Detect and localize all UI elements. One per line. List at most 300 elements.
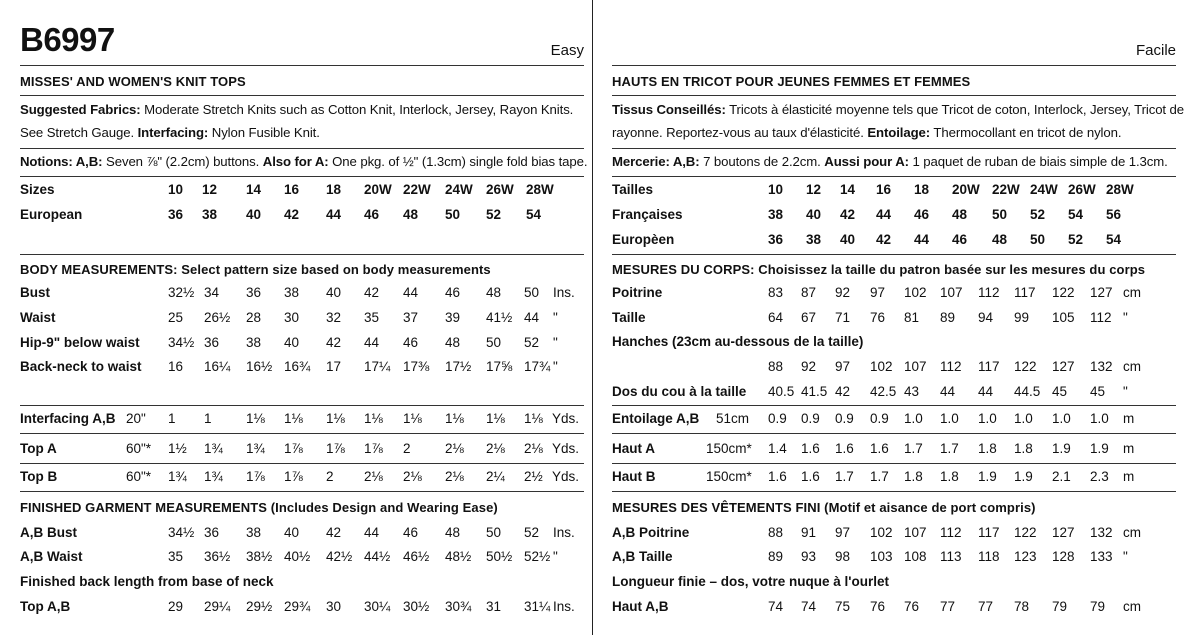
value-cell: 30 <box>284 310 300 325</box>
value-cell: 112 <box>1090 310 1112 325</box>
value-cell: 56 <box>1106 207 1122 222</box>
finished-measurements-header: FINISHED GARMENT MEASUREMENTS (Includes Design and Wearing Ease) <box>20 500 498 515</box>
value-cell: 34½ <box>168 335 195 350</box>
value-cell: 50 <box>445 207 461 222</box>
value-cell: 50 <box>524 285 540 300</box>
value-cell: 112 <box>940 359 962 374</box>
interfacing-text: Thermocollant en tricot de nylon. <box>930 125 1122 140</box>
value-cells <box>20 468 584 486</box>
value-cell: 24W <box>445 182 473 197</box>
value-cell: 64 <box>768 310 784 325</box>
value-cell: 1.6 <box>801 441 820 456</box>
interfacing-text: Nylon Fusible Knit. <box>208 125 320 140</box>
value-cell: 99 <box>1014 310 1030 325</box>
value-cells <box>20 598 584 616</box>
value-cell: 122 <box>1014 359 1037 374</box>
value-cell: 44 <box>403 285 419 300</box>
value-cell: 48 <box>445 525 461 540</box>
value-cell: 52 <box>524 525 540 540</box>
value-cell: 93 <box>801 549 817 564</box>
value-cell: 46 <box>364 207 380 222</box>
value-cells <box>20 309 584 327</box>
value-cell: 1¾ <box>168 469 187 484</box>
value-cell: 132 <box>1090 525 1113 540</box>
notions-line <box>612 153 1176 171</box>
value-cell: 122 <box>1014 525 1037 540</box>
value-cell: 1.0 <box>1052 411 1071 426</box>
value-cell: 94 <box>978 310 994 325</box>
value-cell: 1.8 <box>940 469 959 484</box>
unit-label: Ins. <box>553 525 575 540</box>
back-length-header: Finished back length from base of neck <box>20 574 274 589</box>
rule-line <box>612 491 1176 492</box>
value-cell: 39 <box>445 310 461 325</box>
row-label: Europèen <box>612 232 675 247</box>
value-cell: 29 <box>168 599 184 614</box>
value-cell: 32½ <box>168 285 195 300</box>
value-cell: 74 <box>768 599 784 614</box>
value-cell: 18 <box>326 182 342 197</box>
value-cell: 40 <box>246 207 262 222</box>
unit-label: " <box>553 335 558 350</box>
row-label: Interfacing A,B <box>20 411 116 426</box>
unit-label: Ins. <box>553 285 575 300</box>
value-cell: 98 <box>835 549 851 564</box>
value-cell: 2 <box>403 441 411 456</box>
rule-line <box>20 95 584 96</box>
value-cells <box>20 334 584 352</box>
value-cell: 36 <box>204 525 220 540</box>
value-cell: 97 <box>835 359 851 374</box>
difficulty-level: Facile <box>1135 42 1176 59</box>
value-cell: 22W <box>992 182 1020 197</box>
value-cell: 102 <box>870 359 893 374</box>
fabric-width: 150cm* <box>706 441 752 456</box>
value-cell: 76 <box>870 599 886 614</box>
value-cell: 10 <box>168 182 184 197</box>
fabric-width: 51cm <box>716 411 750 426</box>
value-cell: 48 <box>952 207 968 222</box>
value-cell: 17¾ <box>524 359 551 374</box>
value-cell: 38 <box>768 207 784 222</box>
row-label: Waist <box>20 310 56 325</box>
value-cell: 17½ <box>445 359 472 374</box>
interfacing-label: Entoilage: <box>867 125 931 140</box>
value-cell: 77 <box>940 599 956 614</box>
back-length-header: Longueur finie – dos, votre nuque à l'ourlet <box>612 574 889 589</box>
unit-label: m <box>1123 441 1135 456</box>
value-cell: 1.9 <box>1052 441 1071 456</box>
unit-label: cm <box>1123 285 1141 300</box>
interfacing-label: Interfacing: <box>137 125 209 140</box>
rule-line <box>20 148 584 149</box>
value-cell: 102 <box>904 285 927 300</box>
row-label: Poitrine <box>612 285 663 300</box>
value-cell: 38½ <box>246 549 273 564</box>
value-cell: 0.9 <box>835 411 854 426</box>
value-cell: 46 <box>403 335 419 350</box>
rule-line <box>612 463 1176 464</box>
unit-label: m <box>1123 469 1135 484</box>
value-cell: 107 <box>904 525 927 540</box>
value-cell: 31¼ <box>524 599 551 614</box>
value-cell: 76 <box>904 599 920 614</box>
row-label: Top A <box>20 441 57 456</box>
rule-line <box>20 254 584 255</box>
value-cell: 35 <box>364 310 380 325</box>
value-cell: 34 <box>204 285 220 300</box>
value-cell: 77 <box>978 599 994 614</box>
value-cell: 34½ <box>168 525 195 540</box>
value-cell: 1¾ <box>246 441 265 456</box>
value-cells <box>20 181 584 199</box>
value-cell: 17⅜ <box>403 359 430 374</box>
value-cell: 97 <box>870 285 886 300</box>
unit-label: " <box>1123 549 1128 564</box>
value-cell: 54 <box>1106 232 1122 247</box>
value-cell: 92 <box>835 285 851 300</box>
value-cell: 22W <box>403 182 431 197</box>
value-cells <box>612 383 1176 401</box>
value-cell: 16¼ <box>204 359 231 374</box>
value-cell: 26½ <box>204 310 231 325</box>
value-cell: 50 <box>1030 232 1046 247</box>
value-cell: 44 <box>326 207 342 222</box>
value-cell: 48 <box>403 207 419 222</box>
value-cell: 38 <box>246 335 262 350</box>
value-cell: 1.0 <box>1090 411 1109 426</box>
value-cell: 32 <box>326 310 342 325</box>
value-cells <box>20 524 584 542</box>
value-cell: 45 <box>1052 384 1068 399</box>
value-cell: 118 <box>978 549 1000 564</box>
value-cell: 38 <box>246 525 262 540</box>
value-cell: 1.0 <box>904 411 923 426</box>
value-cell: 38 <box>202 207 218 222</box>
value-cell: 1.8 <box>1014 441 1033 456</box>
unit-label: " <box>553 359 558 374</box>
value-cell: 112 <box>940 525 962 540</box>
value-cell: 89 <box>940 310 956 325</box>
value-cells <box>612 206 1176 224</box>
value-cell: 42.5 <box>870 384 897 399</box>
value-cell: 1.6 <box>768 469 787 484</box>
row-label: Hip-9" below waist <box>20 335 140 350</box>
value-cell: 79 <box>1052 599 1068 614</box>
value-cell: 1.7 <box>904 441 923 456</box>
value-cell: 25 <box>168 310 184 325</box>
row-label: Tailles <box>612 182 654 197</box>
value-cell: 74 <box>801 599 817 614</box>
value-cell: 1⅞ <box>364 441 383 456</box>
notions-text: Seven ⅞" (2.2cm) buttons. <box>102 154 263 169</box>
value-cell: 97 <box>835 525 851 540</box>
unit-label: cm <box>1123 525 1141 540</box>
unit-label: cm <box>1123 359 1141 374</box>
rule-line <box>20 463 584 464</box>
row-label: Haut A <box>612 441 655 456</box>
row-label: European <box>20 207 83 222</box>
unit-label: cm <box>1123 599 1141 614</box>
rule-line <box>612 95 1176 96</box>
value-cell: 44 <box>914 232 930 247</box>
row-label: Top B <box>20 469 58 484</box>
value-cell: 46 <box>914 207 930 222</box>
value-cell: 52 <box>1068 232 1084 247</box>
value-cell: 50 <box>992 207 1008 222</box>
value-cell: 1.7 <box>940 441 959 456</box>
value-cell: 1⅛ <box>284 411 303 426</box>
value-cells <box>612 284 1176 302</box>
value-cell: 1¾ <box>204 469 223 484</box>
value-cell: 44½ <box>364 549 391 564</box>
value-cell: 1.9 <box>1014 469 1033 484</box>
row-label: A,B Poitrine <box>612 525 690 540</box>
value-cell: 128 <box>1052 549 1075 564</box>
value-cell: 46 <box>952 232 968 247</box>
value-cell: 12 <box>202 182 218 197</box>
unit-label: " <box>553 310 558 325</box>
value-cells <box>20 410 584 428</box>
value-cells <box>612 440 1176 458</box>
rule-line <box>20 405 584 406</box>
value-cell: 1⅛ <box>246 411 265 426</box>
value-cell: 42½ <box>326 549 353 564</box>
value-cell: 1⅞ <box>246 469 265 484</box>
value-cell: 76 <box>870 310 886 325</box>
value-cell: 44 <box>978 384 994 399</box>
rule-line <box>612 405 1176 406</box>
value-cell: 89 <box>768 549 784 564</box>
value-cell: 36½ <box>204 549 231 564</box>
unit-label: " <box>1123 310 1128 325</box>
value-cell: 42 <box>284 207 300 222</box>
value-cell: 1¾ <box>204 441 223 456</box>
value-cell: 29½ <box>246 599 273 614</box>
value-cell: 50½ <box>486 549 513 564</box>
row-label: A,B Waist <box>20 549 83 564</box>
value-cell: 46½ <box>403 549 430 564</box>
value-cell: 42 <box>326 335 342 350</box>
notions-line <box>20 153 588 171</box>
notions-also: Aussi pour A: <box>824 154 909 169</box>
value-cell: 1 <box>168 411 176 426</box>
rule-line <box>612 148 1176 149</box>
value-cell: 42 <box>835 384 851 399</box>
rule-line <box>20 491 584 492</box>
value-cell: 1⅛ <box>326 411 345 426</box>
value-cell: 52½ <box>524 549 551 564</box>
notions-text-2: 1 paquet de ruban de biais simple de 1.3cm. <box>908 154 1168 169</box>
value-cell: 1.6 <box>870 441 889 456</box>
value-cell: 10 <box>768 182 784 197</box>
unit-label: Yds. <box>552 469 580 484</box>
value-cells <box>612 410 1176 428</box>
value-cell: 52 <box>1030 207 1046 222</box>
value-cell: 103 <box>870 549 893 564</box>
value-cell: 24W <box>1030 182 1058 197</box>
value-cell: 83 <box>768 285 784 300</box>
value-cell: 48 <box>486 285 502 300</box>
notions-also: Also for A: <box>262 154 329 169</box>
value-cell: 30 <box>326 599 342 614</box>
fabric-width: 20" <box>126 411 146 426</box>
value-cell: 16¾ <box>284 359 311 374</box>
value-cell: 133 <box>1090 549 1113 564</box>
value-cell: 1.6 <box>835 441 854 456</box>
value-cell: 88 <box>768 525 784 540</box>
row-label: Sizes <box>20 182 55 197</box>
fabrics-label: Suggested Fabrics: <box>20 102 141 117</box>
value-cell: 1.7 <box>835 469 854 484</box>
rule-line <box>612 433 1176 434</box>
value-cell: 36 <box>168 207 184 222</box>
value-cell: 1.8 <box>978 441 997 456</box>
value-cell: 127 <box>1052 525 1075 540</box>
value-cell: 35 <box>168 549 184 564</box>
value-cell: 1⅞ <box>284 469 303 484</box>
value-cell: 122 <box>1052 285 1075 300</box>
value-cell: 50 <box>486 335 502 350</box>
value-cell: 48 <box>992 232 1008 247</box>
value-cell: 31 <box>486 599 502 614</box>
row-label: Haut B <box>612 469 656 484</box>
value-cell: 2¼ <box>486 469 505 484</box>
value-cell: 38 <box>806 232 822 247</box>
value-cell: 1.7 <box>870 469 889 484</box>
value-cell: 92 <box>801 359 817 374</box>
value-cell: 54 <box>1068 207 1084 222</box>
value-cell: 41½ <box>486 310 513 325</box>
value-cell: 2 <box>326 469 334 484</box>
value-cell: 42 <box>326 525 342 540</box>
value-cell: 28W <box>1106 182 1134 197</box>
value-cell: 79 <box>1090 599 1106 614</box>
value-cells <box>612 548 1176 566</box>
hanches-label: Hanches (23cm au-dessous de la taille) <box>612 334 864 349</box>
value-cell: 2⅛ <box>524 441 543 456</box>
value-cell: 48 <box>445 335 461 350</box>
value-cell: 26W <box>486 182 514 197</box>
value-cell: 29¼ <box>204 599 231 614</box>
value-cell: 1½ <box>168 441 187 456</box>
pattern-number: B6997 <box>20 21 115 58</box>
finished-measurements-header: MESURES DES VÊTEMENTS FINI (Motif et aisance de port compris) <box>612 500 1036 515</box>
value-cell: 0.9 <box>870 411 889 426</box>
value-cell: 54 <box>526 207 542 222</box>
value-cell: 105 <box>1052 310 1075 325</box>
value-cell: 43 <box>904 384 920 399</box>
value-cell: 102 <box>870 525 893 540</box>
value-cell: 46 <box>445 285 461 300</box>
value-cell: 40 <box>840 232 856 247</box>
value-cell: 42 <box>840 207 856 222</box>
value-cell: 1.0 <box>1014 411 1033 426</box>
value-cells <box>612 231 1176 249</box>
value-cell: 1⅞ <box>284 441 303 456</box>
value-cell: 1.0 <box>978 411 997 426</box>
value-cell: 117 <box>1014 285 1036 300</box>
fabrics-text-2: rayonne. Reportez-vous au taux d'élasticité. <box>612 125 868 140</box>
value-cell: 2⅛ <box>486 441 505 456</box>
value-cell: 1.8 <box>904 469 923 484</box>
value-cells <box>20 548 584 566</box>
rule-line <box>20 65 584 66</box>
fabric-width: 150cm* <box>706 469 752 484</box>
value-cell: 14 <box>840 182 856 197</box>
value-cell: 50 <box>486 525 502 540</box>
value-cell: 46 <box>403 525 419 540</box>
body-measurements-header: BODY MEASUREMENTS: Select pattern size based on body measurements <box>20 262 491 277</box>
fabrics-text: Tricots à élasticité moyenne tels que Tricot de coton, Interlock, Jersey, Tricot de <box>725 102 1184 117</box>
value-cells <box>612 358 1176 376</box>
fabrics-label: Tissus Conseillés: <box>612 102 726 117</box>
value-cell: 42 <box>876 232 892 247</box>
value-cell: 1⅛ <box>486 411 505 426</box>
row-label: Entoilage A,B <box>612 411 700 426</box>
value-cell: 41.5 <box>801 384 828 399</box>
value-cells <box>612 524 1176 542</box>
value-cell: 2⅛ <box>364 469 383 484</box>
row-label: Taille <box>612 310 646 325</box>
value-cell: 0.9 <box>801 411 820 426</box>
fabrics-text: Moderate Stretch Knits such as Cotton Knit, Interlock, Jersey, Rayon Knits. <box>140 102 574 117</box>
rule-line <box>612 65 1176 66</box>
value-cell: 28 <box>246 310 262 325</box>
rule-line <box>612 176 1176 177</box>
rule-line <box>20 433 584 434</box>
value-cell: 16 <box>876 182 892 197</box>
value-cell: 44.5 <box>1014 384 1041 399</box>
value-cell: 123 <box>1014 549 1037 564</box>
value-cell: 1.6 <box>801 469 820 484</box>
value-cell: 29¾ <box>284 599 311 614</box>
value-cell: 78 <box>1014 599 1030 614</box>
value-cell: 91 <box>801 525 817 540</box>
value-cell: 88 <box>768 359 784 374</box>
value-cell: 36 <box>246 285 262 300</box>
value-cell: 17 <box>326 359 342 374</box>
value-cell: 40 <box>326 285 342 300</box>
value-cells <box>612 309 1176 327</box>
value-cell: 30½ <box>403 599 430 614</box>
value-cell: 30¼ <box>364 599 391 614</box>
value-cells <box>20 440 584 458</box>
section-title: HAUTS EN TRICOT POUR JEUNES FEMMES ET FEMMES <box>612 74 971 89</box>
notions-label: Notions: A,B: <box>20 154 103 169</box>
value-cell: 17⅝ <box>486 359 513 374</box>
value-cell: 44 <box>940 384 956 399</box>
value-cell: 127 <box>1090 285 1113 300</box>
fabrics-line <box>20 101 584 119</box>
value-cell: 14 <box>246 182 262 197</box>
value-cell: 71 <box>835 310 851 325</box>
value-cell: 36 <box>204 335 220 350</box>
french-column <box>592 0 1184 635</box>
value-cells <box>612 181 1176 199</box>
value-cell: 127 <box>1052 359 1075 374</box>
value-cell: 18 <box>914 182 930 197</box>
row-label: Dos du cou à la taille <box>612 384 747 399</box>
value-cell: 20W <box>364 182 392 197</box>
value-cell: 0.9 <box>768 411 787 426</box>
value-cell: 75 <box>835 599 851 614</box>
value-cells <box>20 358 584 376</box>
value-cells <box>612 468 1176 486</box>
value-cell: 28W <box>526 182 554 197</box>
value-cell: 2.3 <box>1090 469 1109 484</box>
value-cell: 132 <box>1090 359 1113 374</box>
